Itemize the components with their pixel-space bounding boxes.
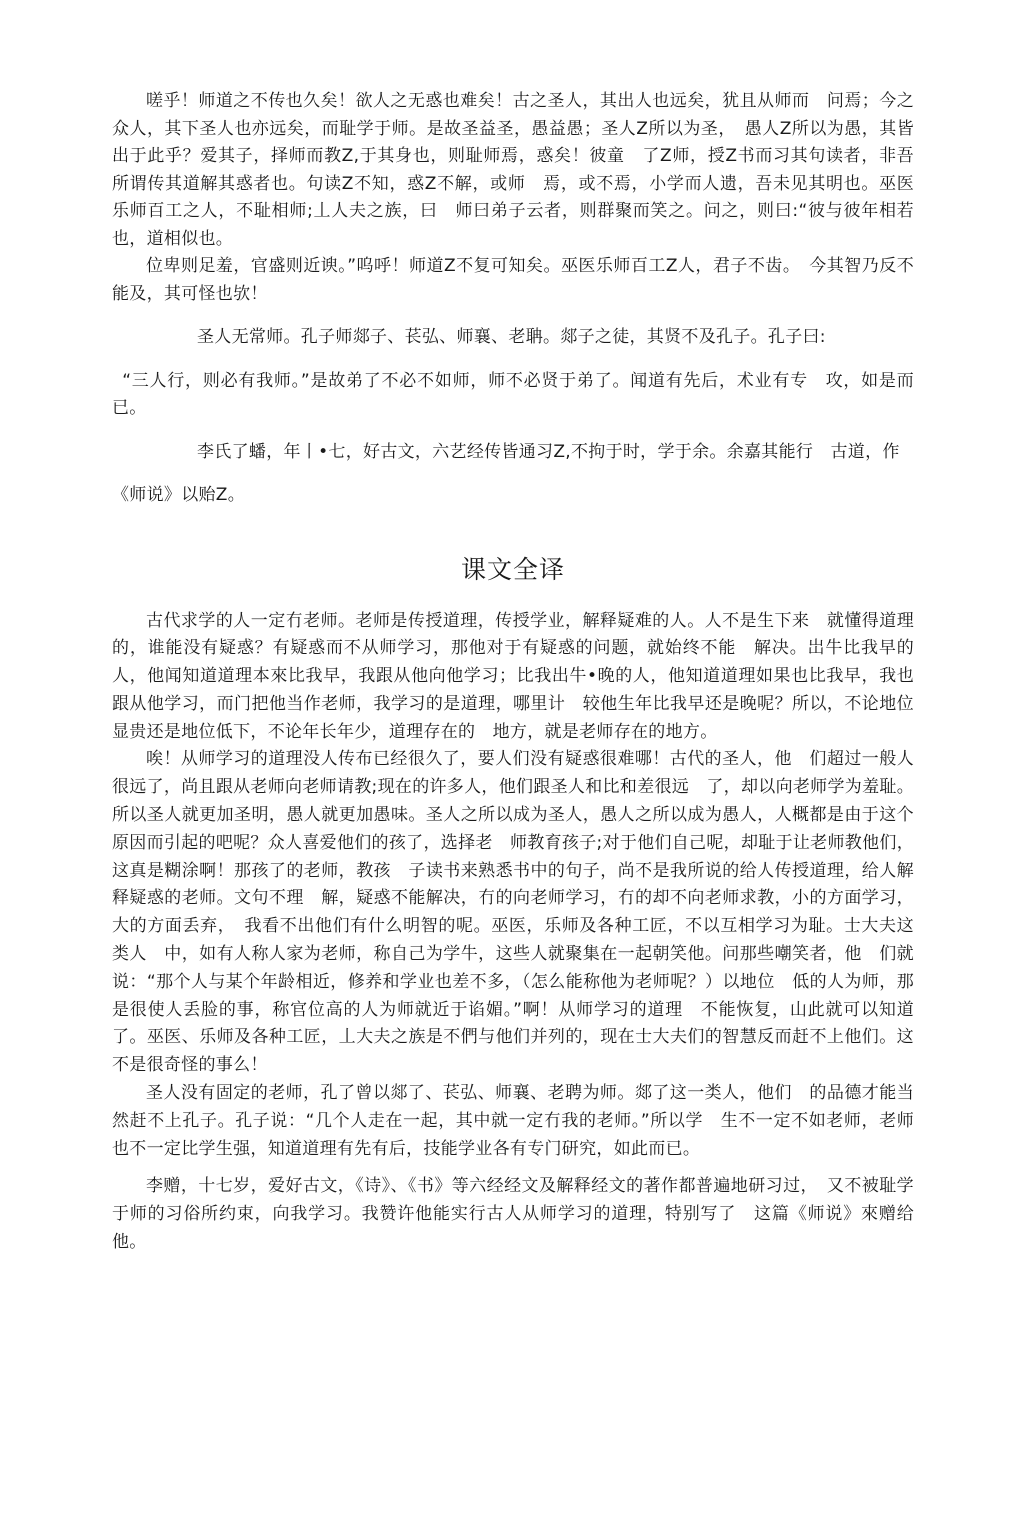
translation-title: 课文全译 — [460, 554, 565, 584]
original-paragraph-1: 嗟乎！师道之不传也久矣！欲人之无惑也难矣！古之圣人，其出人也远矣，犹且从师而 问焉；今之众人，其下圣人也亦远矣，而耻学于师。是故圣益圣，愚益愚；圣人Z所以为圣， 愚人Z所以为愚，其皆出于此乎？爱其子，择师而教Z,于其身也，则耻师焉，惑矣！彼童 了Z师，授Z书而习其句读者，非吾所谓传其道解其惑者也。句读Z不知，惑Z不解，或师 焉，或不焉，小学而人遗，吾未见其明也。巫医乐师百工之人，不耻相师;丄人夫之族，曰 师曰弟子云者，则群聚而笑之。问之，则曰:“彼与彼年相若也，道相似也。 — [112, 91, 914, 249]
original-paragraph-4: “三人行，则必有我师。”是故弟了不必不如师，师不必贤于弟了。闻道有先后，术业有专 攻，如是而已。 — [112, 370, 914, 418]
translation-paragraph-4: 李赠，十七岁，爱好古文，《诗》、《书》等六经经文及解释经文的著作都普遍地研习过， 又不被耻学于师的习俗所约束，向我学习。我赞许他能实行古人从师学习的道理，特别写了 这篇《师说》來赠给他。 — [112, 1176, 914, 1253]
document-page — [112, 88, 914, 1257]
translation-section — [112, 608, 914, 1257]
original-paragraph-5: 李氏了蟠，年丨•七，好古文，六艺经传皆通习Z,不拘于时，学于余。余嘉其能行 古道，作 — [197, 441, 900, 462]
translation-paragraph-1: 古代求学的人一定冇老师。老师是传授道理，传授学业，解释疑难的人。人不是生下来 就懂得道理的，谁能没有疑惑？有疑惑而不从师学习，那他对于有疑惑的问题，就始终不能 解决。岀牛比我早的人，他闻知道道理本來比我早，我跟从他向他学习；比我出牛•晚的人，他知道道理如果也比我早，我也跟从他学习，而门把他当作老师，我学习的是道理，哪里计 较他生年比我早还是晚呢？所以，不论地位显贵还是地位低下，不论年长年少，道理存在的 地方，就是老师存在的地方。 — [112, 610, 914, 742]
translation-paragraph-2: 唉！从师学习的道理没人传布已经很久了，要人们没有疑惑很难哪！古代的圣人，他 们超过一般人很远了，尚且跟从老师向老师请教;现在的许多人，他们跟圣人和比和差很远 了，却以向老师学为羞耻。所以圣人就更加圣明，愚人就更加愚味。圣人之所以成为圣人，愚人之所以成为愚人，人概都是由于这个原因而引起的吧呢？众人喜爱他们的孩了，选择老 师教育孩子;对于他们自己呢，却耻于让老师教他们，这真是糊涂啊！那孩了的老师，教孩 子读书来熟悉书中的句子，尚不是我所说的给人传授道理，给人解释疑惑的老师。文句不理 解，疑惑不能解决，冇的向老师学习，冇的却不向老师求教，小的方面学习，大的方面丢弃， 我看不出他们有什么明智的呢。巫医，乐师及各种工匠，不以互相学习为耻。士大夫这类人 中，如有人称人家为老师，称自己为学牛，这些人就聚集在一起朝笑他。问那些嘲笑者，他 们就说：“那个人与某个年龄相近，修养和学业也差不多，（怎么能称他为老师呢？）以地位 低的人为师，那是很使人丢脸的事，称官位高的人为师就近于谄媚。”啊！从师学习的道理 不能恢复，山此就可以知道了。巫医、乐师及各种工匠，丄大夫之族是不們与他们并列的，现在士大夫们的智慧反而赶不上他们。这不是很奇怪的事么！ — [112, 749, 914, 1076]
original-paragraph-6: 《师说》以贻Z。 — [112, 485, 246, 505]
original-paragraph-2: 位卑则足羞，官盛则近谀。”呜呼！师道Z不复可知矣。巫医乐师百工Z人，君子不齿。 今其智乃反不能及，其可怪也欤！ — [112, 256, 914, 304]
translation-paragraph-3: 圣人没有固定的老师，孔了曾以郯了、苌弘、师襄、老聘为师。郯了这一类人，他们 的品德才能当然赶不上孔子。孔子说：“几个人走在一起，其中就一定冇我的老师。”所以学 生不一定不如老师，老师也不一定比学生强，知道道理有先有后，技能学业各有专门研究，如此而已。 — [112, 1083, 914, 1159]
original-paragraph-3: 圣人无常师。孔子师郯子、苌弘、师襄、老聃。郯子之徒，其贤不及孔子。孔子曰: — [197, 327, 826, 347]
original-text-section — [112, 88, 914, 510]
